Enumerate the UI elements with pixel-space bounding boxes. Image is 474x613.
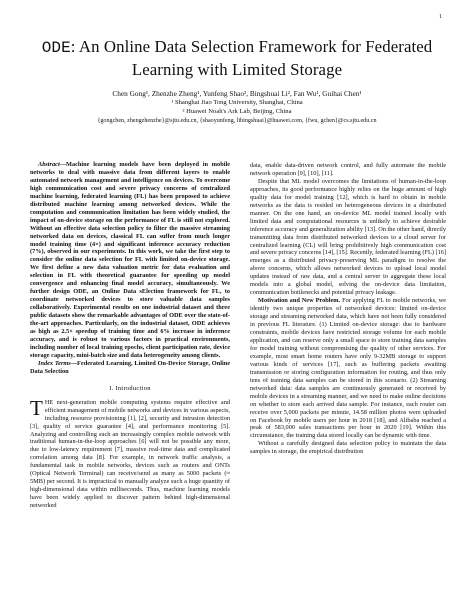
right-column — [250, 162, 446, 456]
right-paragraph-2: Despite that ML model overcomes the limitations of human-in-the-loop approaches, its good performance highly relies on the huge amount of high quality data for model training [12], which is hard to obtain in mobile networks as the data is resided on heterogeneous devices in a distributed manner. On the one hand, an on-device ML model trained locally with limited data and computational resources is unlikely to achieve desirable inference accuracy and generalization ability [13]. On the other hand, directly transmitting data from distributed networked devices to a cloud server for centralized learning (CL) will bring prohibitively high communication cost and severe privacy concerns [14], [15]. Recently, federated learning (FL) [16] emerges as a distributed privacy-preserving ML paradigm to resolve the above concerns, which allows networked devices to upload local model updates instead of raw data, and a central server to aggregate these local models into a global model, solving the on-device data limitation, communication bottlenecks and potential privacy leakage. — [250, 177, 446, 297]
abstract — [30, 161, 230, 360]
author-emails: {gongchen, zhengzhenzhe}@sjtu.edu.cn, {shaoyunfeng, libingshuai}@huawei.com, {fwu, gchen}@cs.sjtu.edu.cn — [97, 118, 377, 124]
page-number: 1 — [439, 14, 442, 20]
abstract-text: —Machine learning models have been deployed in mobile networks to deal with massive data from different layers to enable automated network management and intelligence on devices. To overcome high communication cost and severe privacy concerns of centralized machine learning, federated learning (FL) has been proposed to achieve distributed machine learning among networked devices. While the computation and communication limitation has been widely studied, the impact of on-device storage on the performance of FL is still not explored. Without an effective data selection policy to filter the massive streaming networked data on devices, classical FL can suffer from much longer model training time (4×) and significant inference accuracy reduction (7%), observed in our experiments. In this work, we take the first step to consider the online data selection for FL with limited on-device storage. We first define a new data valuation metric for data evaluation and selection in FL with theoretical guarantee for speeding up model convergence and enhancing final model accuracy, simultaneously. We further design ODE, an Online Data sElection framework for FL, to coordinate networked devices to store valuable data samples collaboratively. Experimental results on one industrial dataset and three public datasets show the remarkable advantages of ODE over the state-of-the-art approaches. Particularly, on the industrial dataset, ODE achieves as high as 2.5× speedup of training time and 6% increase in inference accuracy, and is robust to various factors in practical environments, including number of local training epochs, client participation rate, device storage capacity, mini-batch size and data heterogeneity among clients. — [30, 161, 230, 359]
affiliation-2: ² Huawei Noah's Ark Lab, Beijing, China — [182, 107, 292, 115]
index-terms — [30, 360, 230, 376]
title-text: : An Online Data Selection Framework for Federated Learning with Limited Storage — [70, 37, 433, 79]
abstract-label: Abstract — [38, 161, 60, 168]
intro-paragraph-1 — [30, 395, 230, 510]
right-paragraph-3-text: For applying FL to mobile networks, we identify two unique properties of networked devices: limited on-device storage and streaming networked data, which have not been fully considered in previous FL literature. (1) Limited on-device storage: due to hardware constraints, mobile devices have restricted storage volume for each mobile application, and can reserve only a small space to store training data samples for model training without compromising the quality of other services. For example, most smart home routers have only 9-32MB storage to support various kinds of services [17], such as buffering packets awaiting transmission or storing configuration information for routing, and thus only tens of training data samples can be stored in this scenario. (2) Streaming networked data: data samples are continuously generated or received by mobile devices in a streaming manner, and we need to make online decisions on whether to store each arrived data sample. For instance, each router can receive over 5,000 packets per minute, 14.58 million photos were uploaded on Facebook by mobile users per hour in 2018 [18], and Alibaba reached a peak of 583,000 sales transactions per hour in 2020 [19]. Within this circumstance, the training data stored locally can be dynamic with time. — [250, 297, 446, 440]
motivation-heading: Motivation and New Problem. — [258, 297, 341, 305]
right-paragraph-4: Without a carefully designed data selection policy to maintain the data samples in storage, the empirical distribution — [250, 440, 446, 456]
right-paragraph-1: data, enable data-driven network control, and fully automate the mobile network operation [9], [10], [11]. — [250, 162, 446, 177]
left-column — [30, 161, 230, 510]
index-terms-text: —Federated Learning, Limited On-Device Storage, Online Data Selection — [30, 359, 230, 375]
section-heading-introduction: I. Introduction — [109, 384, 151, 392]
paper-title — [20, 36, 454, 80]
index-terms-label: Index Terms — [38, 359, 71, 367]
author-list: Chen Gong¹, Zhenzhe Zheng¹, Yunfeng Shao², Bingshuai Li², Fan Wu¹, Guihai Chen¹ — [112, 89, 362, 98]
paper-header — [20, 36, 454, 126]
title-framework-name: ODE — [41, 39, 71, 57]
intro-paragraph-1-text: HE next-generation mobile computing systems require effective and efficient management of mobile networks and devices in various aspects, including resource provisioning [1], [2], security and intrusion detection [3], quality of service guarantee [4], and performance monitoring [5]. Analyzing and controlling such an increasingly complex mobile network with traditional human-in-the-loop approaches [6] will not be possible any more, due to low-latency requirement [7], massive real-time data and complicated correlation among data [8]. For example, in network traffic analysis, a fundamental task in mobile networks, devices such as routers and ONTs (Optical Network Terminal) can receive/send as many as 5000 packets (≈ 5MB) per second. It is impractical to manually analyze such a huge quantity of high-dimensional data within milliseconds. Thus, machine learning models have been widely applied to discover pattern behind high-dimensional networked — [30, 398, 230, 510]
affiliation-1: ¹ Shanghai Jiao Tong University, Shanghai, China — [171, 99, 303, 106]
drop-cap: T — [30, 395, 43, 420]
right-paragraph-3 — [250, 297, 446, 440]
